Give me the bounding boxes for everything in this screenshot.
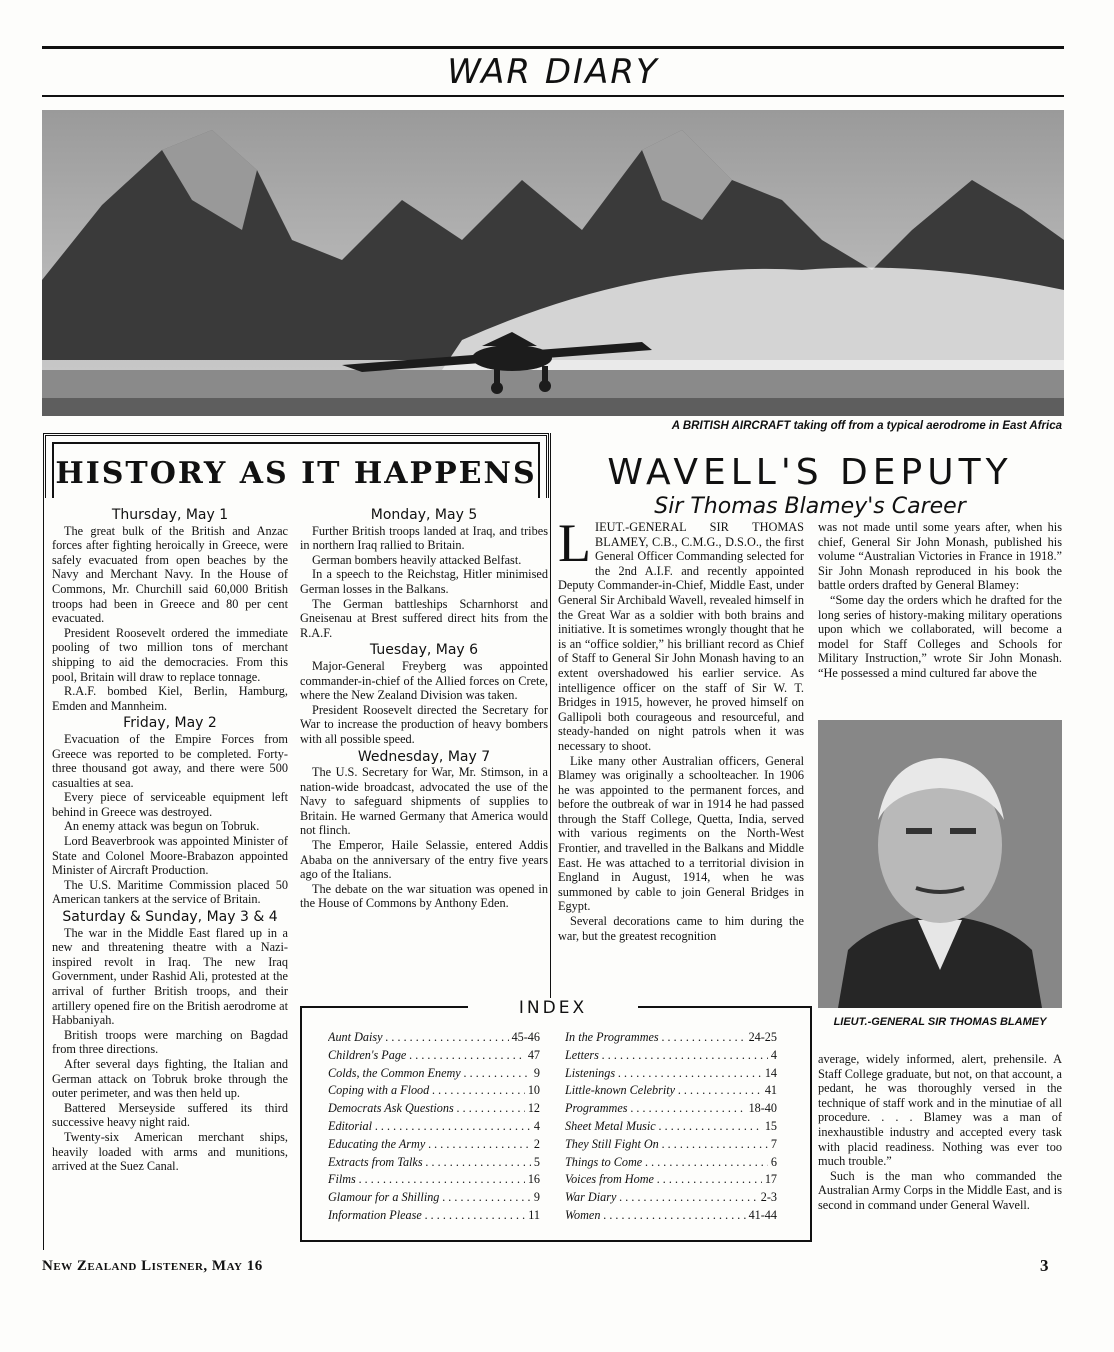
index-entry-page: 14 <box>764 1065 777 1080</box>
history-paragraph: Every piece of serviceable equipment left behind in Greece was destroyed. <box>52 790 288 819</box>
index-entry-label <box>328 1154 531 1172</box>
index-entry-text: Letters <box>565 1047 599 1062</box>
index-entry <box>328 1082 540 1100</box>
aircraft-photo-illustration <box>42 110 1064 416</box>
blamey-portrait <box>818 720 1062 1008</box>
history-paragraph: The debate on the war situation was opened in the House of Commons by Anthony Eden. <box>300 881 548 911</box>
index-entry <box>328 1154 540 1172</box>
index-entry-text: Aunt Daisy <box>328 1030 383 1044</box>
history-paragraph: R.A.F. bombed Kiel, Berlin, Hamburg, Emden and Mannheim. <box>52 684 288 713</box>
wavell-column-1 <box>558 513 804 943</box>
history-title: HISTORY AS IT HAPPENS <box>55 456 537 491</box>
history-paragraph: Major-General Freyberg was appointed commander-in-chief of the Allied forces on Crete, where the New Zealand Division was taken. <box>300 658 548 703</box>
day-heading: Saturday & Sunday, May 3 & 4 <box>62 909 278 926</box>
history-column-2 <box>300 505 548 911</box>
index-entry-label <box>565 1171 762 1189</box>
wavell-column-2-bottom <box>818 1052 1062 1213</box>
index-entry <box>565 1029 777 1047</box>
wavell-subtitle: Sir Thomas Blamey's Career <box>654 494 966 519</box>
wavell-paragraph: Like many other Australian officers, General Blamey was originally a schoolteacher. In 1906 he was appointed to the permanent forces, and before the outbreak of war in 1914 he had passed through the Staff College, Quetta, India, served with various regiments on the North-West Frontier, and travelled in the Balkans and Middle East. He was attached to a territorial division in England in August, 1914, when he was summoned by cable to join General Bridges in Egypt. <box>558 753 804 914</box>
index-entry <box>565 1065 777 1083</box>
history-paragraph: In a speech to the Reichstag, Hitler minimised German losses in the Balkans. <box>300 567 548 596</box>
index-entry <box>565 1136 777 1154</box>
history-header-box <box>43 433 549 498</box>
index-entry-text: Editorial <box>328 1118 373 1133</box>
history-paragraph: President Roosevelt ordered the immediate pooling of two million tons of merchant shipping to aid the democracies. From this pool, Britain will draw to replace tonnage. <box>52 625 288 684</box>
index-entry-text: Children's Page <box>328 1047 407 1062</box>
dropcap: L <box>558 513 591 573</box>
index-entry-page: 24-25 <box>748 1030 777 1044</box>
day-heading: Friday, May 2 <box>123 715 217 732</box>
index-entry-text: Extracts from Talks <box>328 1154 423 1169</box>
index-entry-label <box>565 1029 746 1047</box>
day-heading: Tuesday, May 6 <box>369 642 479 659</box>
top-rule <box>42 46 1064 49</box>
index-entry <box>565 1082 777 1100</box>
portrait-illustration <box>818 720 1062 1008</box>
portrait-caption: LIEUT.-GENERAL SIR THOMAS BLAMEY <box>833 1016 1047 1028</box>
index-entry-label <box>328 1047 525 1065</box>
day-heading: Wednesday, May 7 <box>357 748 491 765</box>
index-entry-page: 9 <box>533 1065 540 1080</box>
index-entry-label <box>565 1100 746 1118</box>
index-entry-page: 5 <box>533 1154 540 1169</box>
index-entry-text: Listenings <box>565 1065 616 1080</box>
index-entry-page: 41 <box>764 1083 777 1098</box>
history-column-1 <box>52 505 288 1174</box>
index-entry-page: 2-3 <box>760 1190 777 1205</box>
index-entry-page: 47 <box>527 1047 540 1062</box>
index-entry-page: 12 <box>527 1101 540 1116</box>
history-paragraph: After several days fighting, the Italian and German attack on Tobruk broke through the outer perimeter, and was then held up. <box>52 1056 288 1101</box>
wavell-paragraph: Several decorations came to him during the war, but the greatest recognition <box>558 914 804 943</box>
index-entry-page: 6 <box>770 1154 777 1169</box>
history-paragraph: British troops were marching on Bagdad from three directions. <box>52 1027 288 1057</box>
index-entry <box>328 1189 540 1207</box>
index-entry-text: War Diary <box>565 1190 617 1205</box>
index-entry-text: Coping with a Flood <box>328 1083 430 1098</box>
masthead-title: WAR DIARY <box>447 52 659 92</box>
index-entry-label <box>565 1154 768 1172</box>
index-entry-page: 7 <box>770 1136 777 1151</box>
index-entry-label <box>328 1082 525 1100</box>
index-entry-page: 2 <box>533 1136 540 1151</box>
index-entry-text: Voices from Home <box>565 1172 654 1187</box>
history-paragraph: The great bulk of the British and Anzac forces after fighting heroically in Greece, were safely evacuated from open beaches by the Navy and Merchant Navy. In the House of Commons, Mr. Churchill said 60,000 British troops had been in Greece and 80 per cent evacuated. <box>52 523 288 626</box>
index-entry-label <box>328 1029 509 1047</box>
wavell-intro: IEUT.-GENERAL SIR THOMAS BLAMEY, C.B., C.M.G., D.S.O., the first General Officer Commanding selected for the 2nd A.I.F. and recently appointed Deputy Commander-in-Chief, Middle East, under General Sir Archibald Wavell, revealed himself in the Great War as a soldier with both brains and initiative. It is sometimes wrongly thought that he is an “office soldier,” his brilliant record as Chief of Staff to General Sir John Monash having to an extent overshadowed his earlier service. As intelligence officer on the staff of Sir W. T. Bridges in 1915, however, he proved himself on Gallipoli both courageous and resourceful, and steady-handed on night patrols when it was necessary to shoot. <box>558 520 804 753</box>
day-heading: Thursday, May 1 <box>111 507 229 523</box>
index-entry-page: 45-46 <box>511 1030 540 1044</box>
index-entry <box>328 1207 540 1225</box>
history-paragraph: Twenty-six American merchant ships, heavily loaded with arms and munitions, arrived at the Suez Canal. <box>52 1129 288 1174</box>
index-title: INDEX <box>468 998 638 1018</box>
index-entry-page: 41-44 <box>748 1207 777 1222</box>
wavell-paragraph: average, widely informed, alert, prehensile. A Staff College graduate, but not, on that account, a pedant, he was thoroughly versed in the technique of staff work and in the minutiae of all procedure. . . . Blamey was a man of inexhaustible industry and accepted every task with placid readiness. Nothing was ever too much trouble.” <box>818 1052 1062 1169</box>
index-entry <box>328 1065 540 1083</box>
index-entry-text: Things to Come <box>565 1154 643 1169</box>
index-entry-text: Colds, the Common Enemy <box>328 1065 461 1080</box>
index-entry-label <box>565 1189 758 1207</box>
index-entry-text: Glamour for a Shilling <box>328 1190 440 1205</box>
index-entry-text: Films <box>328 1172 356 1187</box>
history-left-border <box>43 495 44 1250</box>
index-entry-label <box>328 1118 531 1136</box>
index-entry <box>565 1207 777 1225</box>
wavell-quote: “Some day the orders which he drafted for the long series of history-making military operations upon which we collaborated, will become a model for Staff Colleges and Schools for Military Instruction,” wrote Sir John Monash. “He possessed a mind cultured far above the <box>818 592 1062 680</box>
index-entry-page: 17 <box>764 1172 777 1187</box>
index-entry <box>565 1118 777 1136</box>
index-entry-text: In the Programmes <box>565 1030 659 1044</box>
index-entry <box>328 1100 540 1118</box>
history-paragraph: The German battleships Scharnhorst and Gneisenau at Brest suffered direct hits from the R.A.F. <box>300 596 548 640</box>
index-entry-label <box>328 1207 525 1225</box>
history-paragraph: An enemy attack was begun on Tobruk. <box>64 819 260 834</box>
page-number: 3 <box>1040 1256 1049 1275</box>
index-entry <box>328 1136 540 1154</box>
index-entry-page: 9 <box>533 1190 540 1205</box>
history-paragraph: Further British troops landed at Iraq, and tribes in northern Iraq rallied to Britain. <box>300 523 548 553</box>
index-entry-text: Information Please <box>328 1207 422 1222</box>
index-entry <box>328 1047 540 1065</box>
index-entry <box>565 1154 777 1172</box>
index-entry-label <box>565 1207 746 1225</box>
history-paragraph: The war in the Middle East flared up in a new and threatening theatre with a Nazi-inspired revolt in Iraq. The new Iraq Government, under Rashid Ali, protested at the arrival of further British troops, and their artillery opened fire on the British aerodrome at Habbaniyah. <box>52 925 288 1028</box>
history-paragraph: The U.S. Maritime Commission placed 50 American tankers at the service of Britain. <box>52 877 288 907</box>
history-paragraph: Evacuation of the Empire Forces from Greece was reported to be completed. Forty-three thousand got away, and there were 500 casualties at sea. <box>52 731 288 790</box>
history-paragraph: President Roosevelt directed the Secretary for War to increase the production of heavy bombers with all possible speed. <box>300 702 548 746</box>
masthead-rule <box>42 95 1064 97</box>
index-entry-page: 4 <box>770 1047 777 1062</box>
index-left-list <box>328 1029 540 1225</box>
history-paragraph: Lord Beaverbrook was appointed Minister of State and Colonel Moore-Brabazon appointed Minister of Aircraft Production. <box>52 834 288 878</box>
history-paragraph: German bombers heavily attacked Belfast. <box>312 552 522 567</box>
index-entry-label <box>565 1082 762 1100</box>
index-entry <box>565 1100 777 1118</box>
index-entry-text: They Still Fight On <box>565 1136 659 1151</box>
history-right-border <box>550 433 551 1003</box>
index-entry-text: Sheet Metal Music <box>565 1118 656 1133</box>
photo-caption: A BRITISH AIRCRAFT taking off from a typical aerodrome in East Africa <box>671 420 1062 432</box>
index-entry <box>565 1189 777 1207</box>
history-paragraph: Battered Merseyside suffered its third successive heavy night raid. <box>52 1100 288 1130</box>
index-entry <box>328 1029 540 1047</box>
index-entry <box>328 1171 540 1189</box>
history-header-inner <box>52 442 540 498</box>
wavell-column-2-top <box>818 520 1062 681</box>
publication-footer: New Zealand Listener, May 16 <box>42 1258 263 1274</box>
history-paragraph: The U.S. Secretary for War, Mr. Stimson, in a nation-wide broadcast, advocated the use of the Navy to safeguard shipments of supplies to Britain. He warned Germany that America would not flinch. <box>300 765 548 838</box>
index-entry-label <box>328 1171 525 1189</box>
index-entry-label <box>328 1136 531 1154</box>
wavell-paragraph: Such is the man who commanded the Australian Army Corps in the Middle East, and is second in command under General Wavell. <box>818 1168 1062 1212</box>
index-entry-label <box>565 1136 768 1154</box>
history-paragraph: The Emperor, Haile Selassie, entered Addis Ababa on the anniversary of the entry five years ago of the Italians. <box>300 838 548 882</box>
index-entry-text: Democrats Ask Questions <box>328 1101 454 1116</box>
index-entry-label <box>328 1065 531 1083</box>
day-heading: Monday, May 5 <box>370 507 478 523</box>
index-entry-page: 15 <box>764 1118 777 1133</box>
index-entry-page: 16 <box>527 1172 540 1187</box>
aircraft-photo <box>42 110 1064 416</box>
index-entry-label <box>565 1065 762 1083</box>
index-entry-label <box>328 1100 525 1118</box>
index-entry-label <box>565 1118 762 1136</box>
index-right-list <box>565 1029 777 1225</box>
index-entry <box>565 1171 777 1189</box>
index-entry <box>565 1047 777 1065</box>
index-entry-text: Little-known Celebrity <box>565 1083 676 1098</box>
index-entry-page: 10 <box>527 1083 540 1098</box>
wavell-title: WAVELL'S DEPUTY <box>607 452 1013 493</box>
index-entry-page: 4 <box>533 1118 540 1133</box>
index-entry-page: 18-40 <box>748 1101 777 1116</box>
index-entry <box>328 1118 540 1136</box>
index-entry-label <box>565 1047 768 1065</box>
wavell-paragraph: was not made until some years after, when his chief, General Sir John Monash, published his volume “Australian Victories in France in 1918.” Sir John Monash reproduced in his book the battle orders drafted by General Blamey: <box>818 520 1062 593</box>
index-entry-page: 11 <box>528 1207 540 1222</box>
index-entry-text: Women <box>565 1207 601 1222</box>
index-entry-text: Programmes <box>565 1101 628 1116</box>
index-entry-label <box>328 1189 531 1207</box>
index-entry-text: Educating the Army <box>328 1136 426 1151</box>
